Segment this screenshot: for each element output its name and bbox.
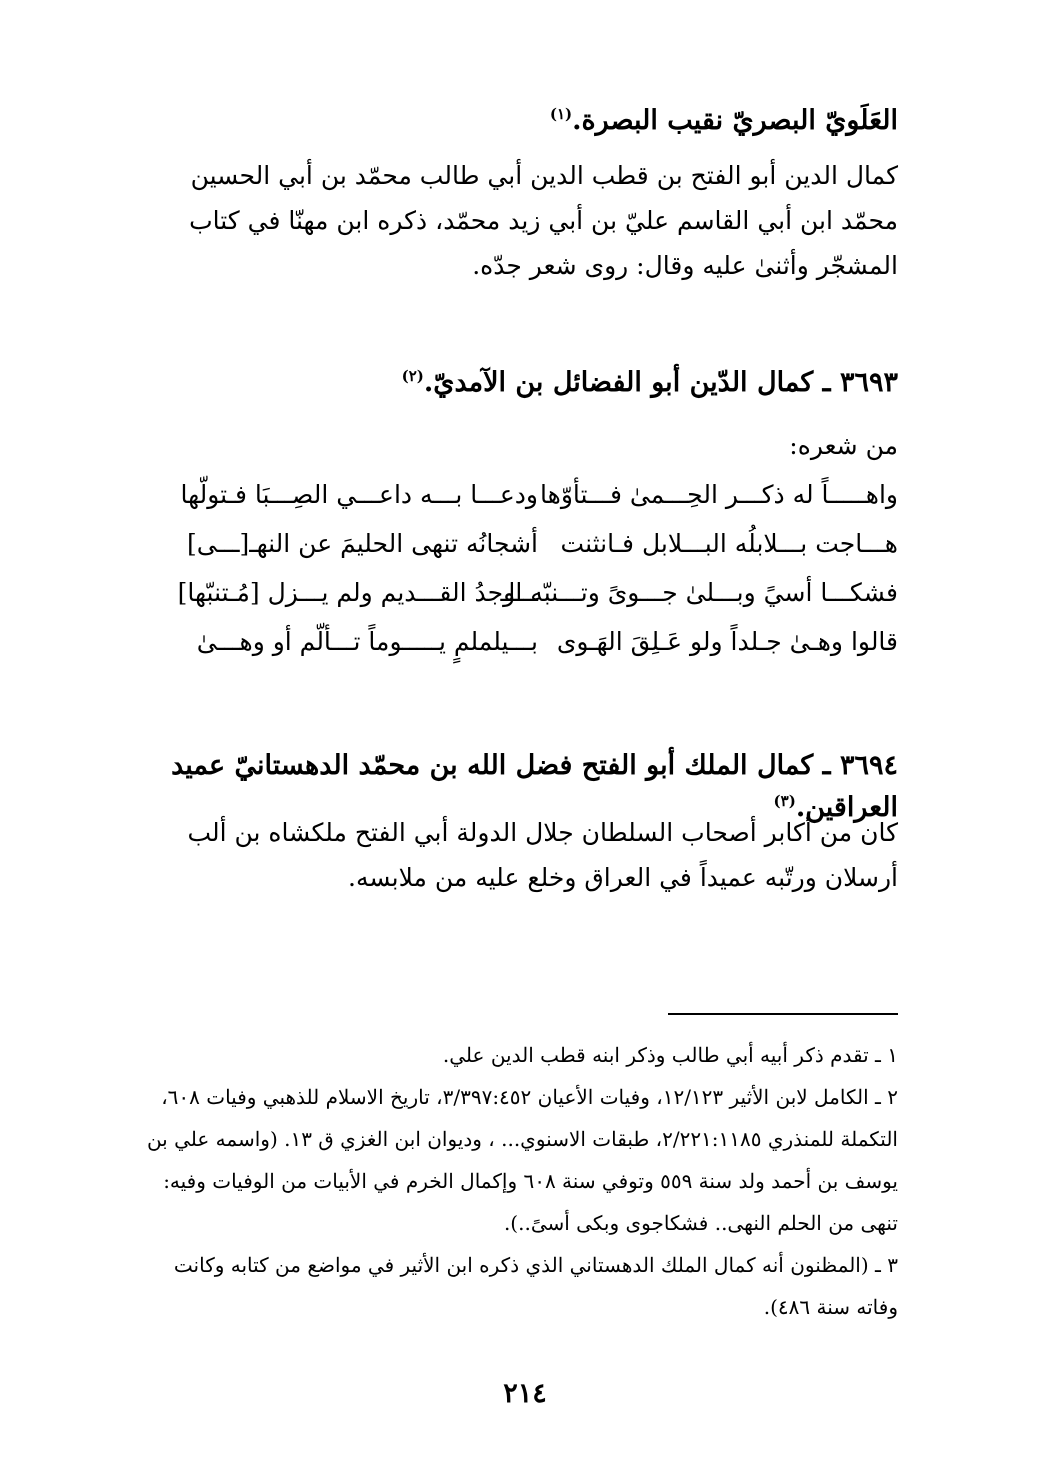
poem-intro: من شعره: [789,431,898,460]
entry-title-continuation [128,100,898,142]
page-number: ٢١٤ [503,1378,547,1409]
footnote-divider [668,1013,898,1015]
verse-hemistich-second: ـــوجدُ القـــديم ولم يـــزل [مُـتنبّها] [177,578,538,607]
entry-title-text: العَلَويّ البصريّ نقيب البصرة. [572,105,898,136]
entry-3693-title: ٣٦٩٣ ـ كمال الدّين أبو الفضائل بن الآمديّ. [423,367,898,398]
footnote-2: ٢ ـ الكامل لابن الأثير ١٢/١٢٣، وفيات الأعيان ٣/٣٩٧:٤٥٢، تاريخ الاسلام للذهبي وفيات ٦٠٨، التكملة للمنذري ٢/٢٢١:١١٨٥، طبقات الاسنوي... ، وديوان ابن الغزي ق ١٣. (واسمه علي بن يوسف بن أحمد ولد سنة ٥٥٩ وتوفي سنة ٦٠٨ وإكمال الخرم في الأبيات من الوفيات وفيه: تنهى من الحلم النهى.. فشكاجوى وبكى أسىً..). [146,1085,898,1235]
footnote-marker-3: (٣) [773,792,796,810]
footnotes [128,1034,898,1328]
entry-3693-heading [128,362,898,404]
footnote-1: ١ ـ تقدم ذكر أبيه أبي طالب وذكر ابنه قطب الدين علي. [442,1043,898,1067]
footnote-marker-2: (٢) [401,367,424,385]
verse-hemistich-first: هـــاجت بـــلابلُه البـــلابل فـانثنت [560,529,898,558]
poem-verse [128,470,898,519]
verse-hemistich-second: ودعـــا بـــه داعـــي الصِـــبَا فـتولّها [180,480,538,509]
verse-hemistich-first: فشكـــا أسيً وبـــلىٰ جـــوىً وتـــنبّه الـ [500,578,898,607]
poem-verse [128,519,898,568]
verse-hemistich-second: بـــيلملمٍ يـــــوماً تـــألّم أو وهـــىٰ [196,627,538,656]
verse-hemistich-first: قالوا وهـىٰ جـلداً ولو عَـلِقَ الهَـوى [556,627,898,656]
verse-hemistich-first: واهـــــاً له ذكـــر الحِـــمىٰ فـــتأوّها [540,480,898,509]
poem-verse [128,617,898,666]
footnote-marker-1: (١) [549,105,573,123]
footnote-3: ٣ ـ (المظنون أنه كمال الملك الدهستاني الذي ذكره ابن الأثير في مواضع من كتابه وكانت وفاته سنة ٤٨٦). [173,1253,898,1319]
verse-hemistich-second: أشجانُه تنهى الحليمَ عن النهـ[ـــى] [186,529,538,558]
entry-3694-paragraph: كان من أكابر أصحاب السلطان جلال الدولة أبي الفتح ملكشاه بن ألب أرسلان ورتّبه عميداً في العراق وخلع عليه من ملابسه. [187,818,898,892]
entry-paragraph-1: كمال الدين أبو الفتح بن قطب الدين أبي طالب محمّد بن أبي الحسين محمّد ابن أبي القاسم عليّ بن أبي زيد محمّد، ذكره ابن مهنّا في كتاب المشجّر وأثنىٰ عليه وقال: روى شعر جدّه. [189,161,898,280]
poem [128,470,898,666]
poem-verse [128,568,898,617]
entry-3694-title: ٣٦٩٤ ـ كمال الملك أبو الفتح فضل الله بن محمّد الدهستانيّ عميد العراقين. [171,750,898,823]
